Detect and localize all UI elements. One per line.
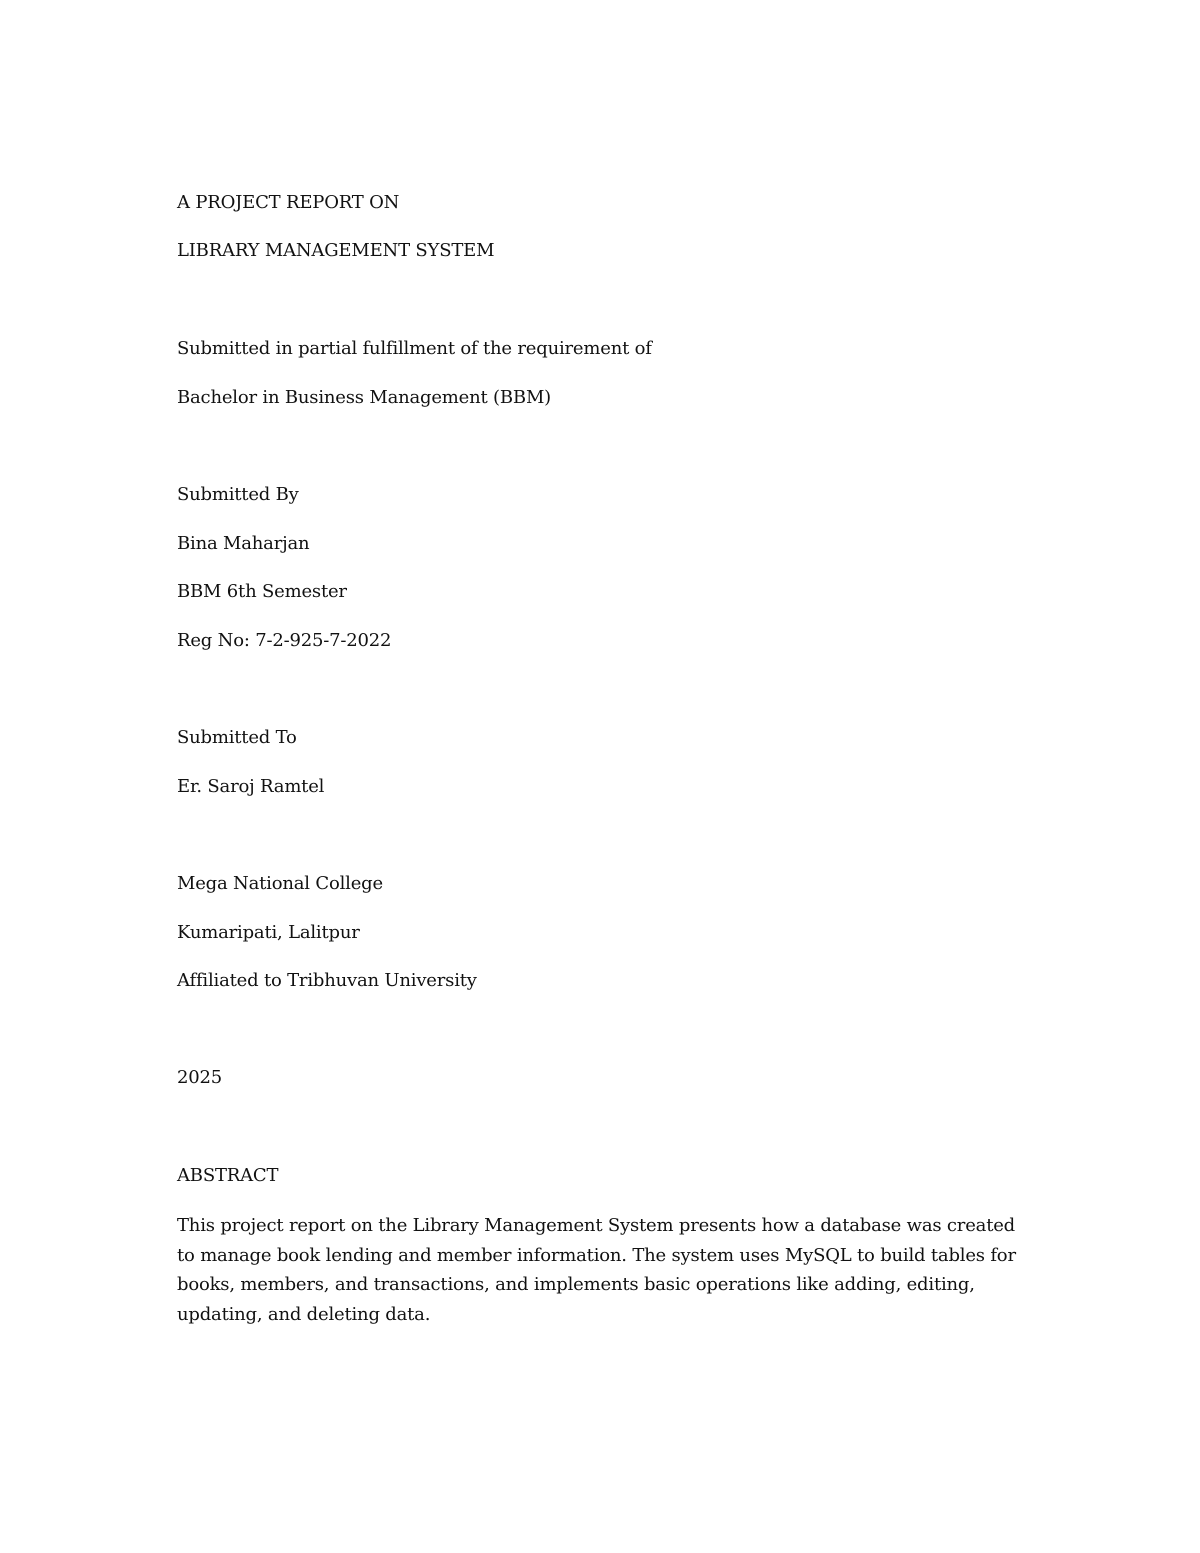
student-name: Bina Maharjan	[177, 533, 310, 554]
report-title-line2: LIBRARY MANAGEMENT SYSTEM	[177, 240, 495, 261]
submission-year: 2025	[177, 1067, 223, 1088]
degree-name: Bachelor in Business Management (BBM)	[177, 387, 551, 408]
report-title-line1: A PROJECT REPORT ON	[177, 192, 400, 213]
submitted-by-heading: Submitted By	[177, 484, 299, 505]
supervisor-name: Er. Saroj Ramtel	[177, 776, 325, 797]
registration-number: Reg No: 7-2-925-7-2022	[177, 630, 392, 651]
student-semester: BBM 6th Semester	[177, 581, 347, 602]
college-name: Mega National College	[177, 873, 383, 894]
submission-purpose: Submitted in partial fulfillment of the requirement of	[177, 338, 652, 359]
submitted-to-heading: Submitted To	[177, 727, 297, 748]
abstract-heading: ABSTRACT	[177, 1165, 279, 1186]
abstract-body: This project report on the Library Management System presents how a database was created to manage book lending and member information. The system uses MySQL to build tables for books, members, and transactions, and implements basic operations like adding, editing, updating, and deleting data.	[177, 1215, 1016, 1325]
college-location: Kumaripati, Lalitpur	[177, 922, 360, 943]
university-affiliation: Affiliated to Tribhuvan University	[177, 970, 477, 991]
